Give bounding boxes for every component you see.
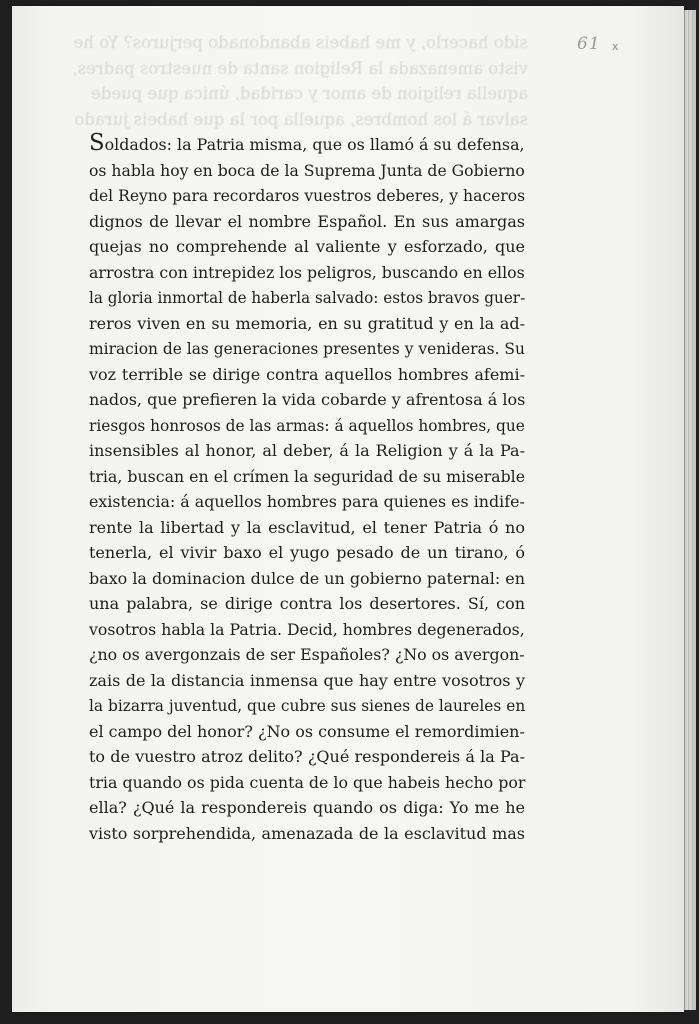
show-through-text bbox=[72, 30, 528, 132]
text-line: visto sorprehendida, amenazada de la esclavitud mas bbox=[89, 823, 525, 843]
text-line: dignos de llevar el nombre Español. En sus amargas bbox=[89, 211, 525, 231]
text-line: reros viven en su memoria, en su gratitud y en la ad- bbox=[89, 313, 525, 333]
text-line: tria, buscan en el crímen la seguridad de su miserable bbox=[89, 466, 526, 486]
show-through-line: salvar á los hombres, aquella por la que habeis jurado bbox=[74, 109, 528, 129]
text-line: riesgos honrosos de las armas: á aquellos hombres, que bbox=[89, 415, 525, 435]
text-line: to de vuestro atroz delito? ¿Qué respondereis á la Pa- bbox=[89, 747, 525, 766]
page-number: 61 bbox=[577, 34, 601, 54]
show-through-line: aquella religion de amor y caridad, única que puede bbox=[91, 84, 528, 103]
text-line: zais de la distancia inmensa que hay entre vosotros y bbox=[89, 670, 525, 690]
drop-initial: S bbox=[89, 130, 105, 156]
page-number-mark: x bbox=[612, 40, 619, 53]
text-line bbox=[89, 132, 525, 158]
text-line: voz terrible se dirige contra aquellos hombres afemi- bbox=[89, 364, 525, 384]
show-through-line: sido hacerlo, y me habeis abandonado perjuros? Yo he bbox=[73, 33, 528, 52]
text-line: ella? ¿Qué la respondereis quando os diga: Yo me he bbox=[89, 798, 525, 817]
text-line: una palabra, se dirige contra los desertores. Sí, con bbox=[89, 594, 525, 613]
text-line: ¿no os avergonzais de ser Españoles? ¿No os avergon- bbox=[89, 645, 525, 664]
text-line: el campo del honor? ¿No os consume el remordimien- bbox=[89, 721, 525, 741]
text-line: arrostra con intrepidez los peligros, buscando en ellos bbox=[89, 262, 525, 282]
text-line: del Reyno para recordaros vuestros deberes, y haceros bbox=[89, 186, 526, 205]
text-line: tria quando os pida cuenta de lo que habeis hecho por bbox=[89, 772, 526, 792]
text-line: rente la libertad y la esclavitud, el tener Patria ó no bbox=[89, 517, 525, 537]
body-text bbox=[89, 132, 525, 846]
first-line-text: oldados: la Patria misma, que os llamó á su defensa, bbox=[104, 135, 525, 154]
text-line: insensibles al honor, al deber, á la Religion y á la Pa- bbox=[89, 441, 525, 460]
text-line: baxo la dominacion dulce de un gobierno paternal: en bbox=[89, 568, 525, 588]
text-line: nados, que prefieren la vida cobarde y afrentosa á los bbox=[89, 390, 526, 409]
text-line: os habla hoy en boca de la Suprema Junta de Gobierno bbox=[89, 160, 525, 180]
text-line: tenerla, el vivir baxo el yugo pesado de un tirano, ó bbox=[89, 543, 525, 562]
text-line: quejas no comprehende al valiente y esforzado, que bbox=[89, 237, 525, 256]
text-line: miracion de las generaciones presentes y venideras. Su bbox=[89, 339, 525, 358]
page-edge bbox=[692, 10, 696, 1010]
text-line: la bizarra juventud, que cubre sus sienes de laureles en bbox=[89, 696, 526, 715]
text-line: vosotros habla la Patria. Decid, hombres degenerados, bbox=[89, 619, 525, 639]
show-through-line: visto amenazada la Religion santa de nuestros padres, bbox=[72, 58, 528, 78]
text-line: existencia: á aquellos hombres para quienes es indife- bbox=[89, 492, 525, 511]
text-line: la gloria inmortal de haberla salvado: estos bravos guer- bbox=[89, 288, 526, 307]
